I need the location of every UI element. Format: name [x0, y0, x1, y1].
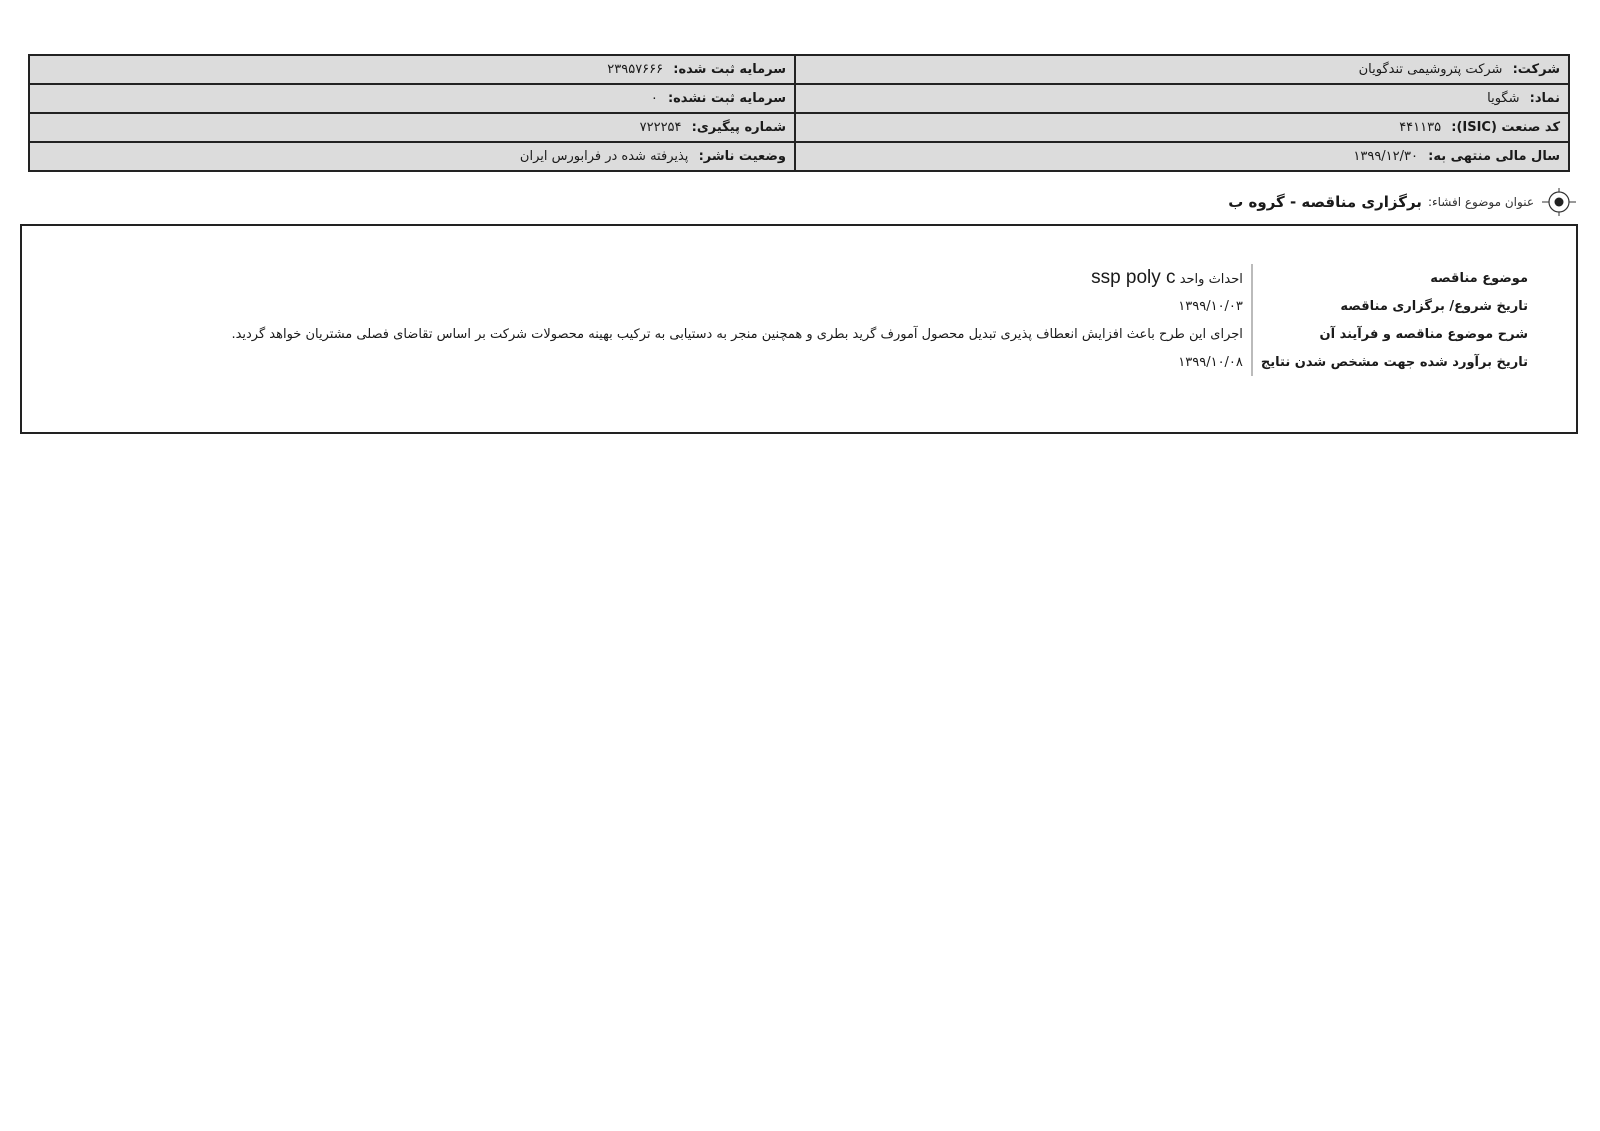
publisher-status-cell — [29, 142, 795, 171]
isic-label: کد صنعت (ISIC): — [1451, 120, 1560, 135]
publisher-status-label: وضعیت ناشر: — [698, 149, 786, 164]
isic-row — [29, 113, 1569, 142]
description-label: شرح موضوع مناقصه و فرآیند آن — [1252, 320, 1536, 348]
tender-details-table — [223, 264, 1536, 376]
description-value: اجرای این طرح باعث افزایش انعطاف پذیری تبدیل محصول آمورف گرید بطری و همچنین منجر به دستیابی به ترکیب بهینه محصولات شرکت بر اساس تقاضای فصلی مشتریان خواهد گردید. — [231, 326, 1243, 342]
registered-capital-value: ۲۳۹۵۷۶۶۶ — [607, 62, 664, 77]
tender-subject-value — [223, 264, 1251, 292]
disclosure-subject-line — [1228, 188, 1576, 216]
publisher-status-value: پذیرفته شده در فرابورس ایران — [519, 149, 689, 164]
results-date-value: ۱۳۹۹/۱۰/۰۸ — [1178, 354, 1243, 370]
fiscal-year-row — [29, 142, 1569, 171]
tender-details-box — [20, 224, 1578, 434]
isic-cell — [795, 113, 1569, 142]
symbol-cell — [795, 84, 1569, 113]
unregistered-capital-cell — [29, 84, 795, 113]
registered-capital-cell — [29, 55, 795, 84]
fiscal-year-value: ۱۳۹۹/۱۲/۳۰ — [1353, 149, 1418, 164]
subject-label: عنوان موضوع افشاء: — [1427, 195, 1534, 209]
subject-title: برگزاری مناقصه - گروه ب — [1228, 193, 1422, 211]
table-row — [223, 292, 1536, 320]
table-row — [223, 264, 1536, 292]
start-date-value: ۱۳۹۹/۱۰/۰۳ — [1178, 298, 1243, 314]
table-row — [223, 348, 1536, 376]
tender-subject-value-fa: احداث واحد — [1179, 272, 1243, 287]
symbol-label: نماد: — [1529, 91, 1560, 106]
company-value: شرکت پتروشیمی تندگویان — [1358, 62, 1503, 77]
unregistered-capital-label: سرمایه ثبت نشده: — [667, 91, 786, 106]
company-label: شرکت: — [1512, 62, 1560, 77]
isic-value: ۴۴۱۱۳۵ — [1399, 120, 1442, 135]
tracking-label: شماره پیگیری: — [691, 120, 786, 135]
symbol-row — [29, 84, 1569, 113]
tracking-value: ۷۲۲۲۵۴ — [639, 120, 682, 135]
results-date-label: تاریخ برآورد شده جهت مشخص شدن نتایج — [1252, 348, 1536, 376]
fiscal-year-cell — [795, 142, 1569, 171]
company-info-table — [28, 54, 1570, 172]
tender-subject-label: موضوع مناقصه — [1252, 264, 1536, 292]
tender-subject-value-en: ssp poly c — [1091, 267, 1176, 288]
unregistered-capital-value: ۰ — [650, 91, 658, 106]
fiscal-year-label: سال مالی منتهی به: — [1428, 149, 1560, 164]
company-cell — [795, 55, 1569, 84]
company-row — [29, 55, 1569, 84]
registered-capital-label: سرمایه ثبت شده: — [673, 62, 786, 77]
table-row — [223, 320, 1536, 348]
start-date-label: تاریخ شروع/ برگزاری مناقصه — [1252, 292, 1536, 320]
target-icon — [1542, 188, 1576, 216]
symbol-value: شگویا — [1487, 91, 1520, 106]
tracking-cell — [29, 113, 795, 142]
